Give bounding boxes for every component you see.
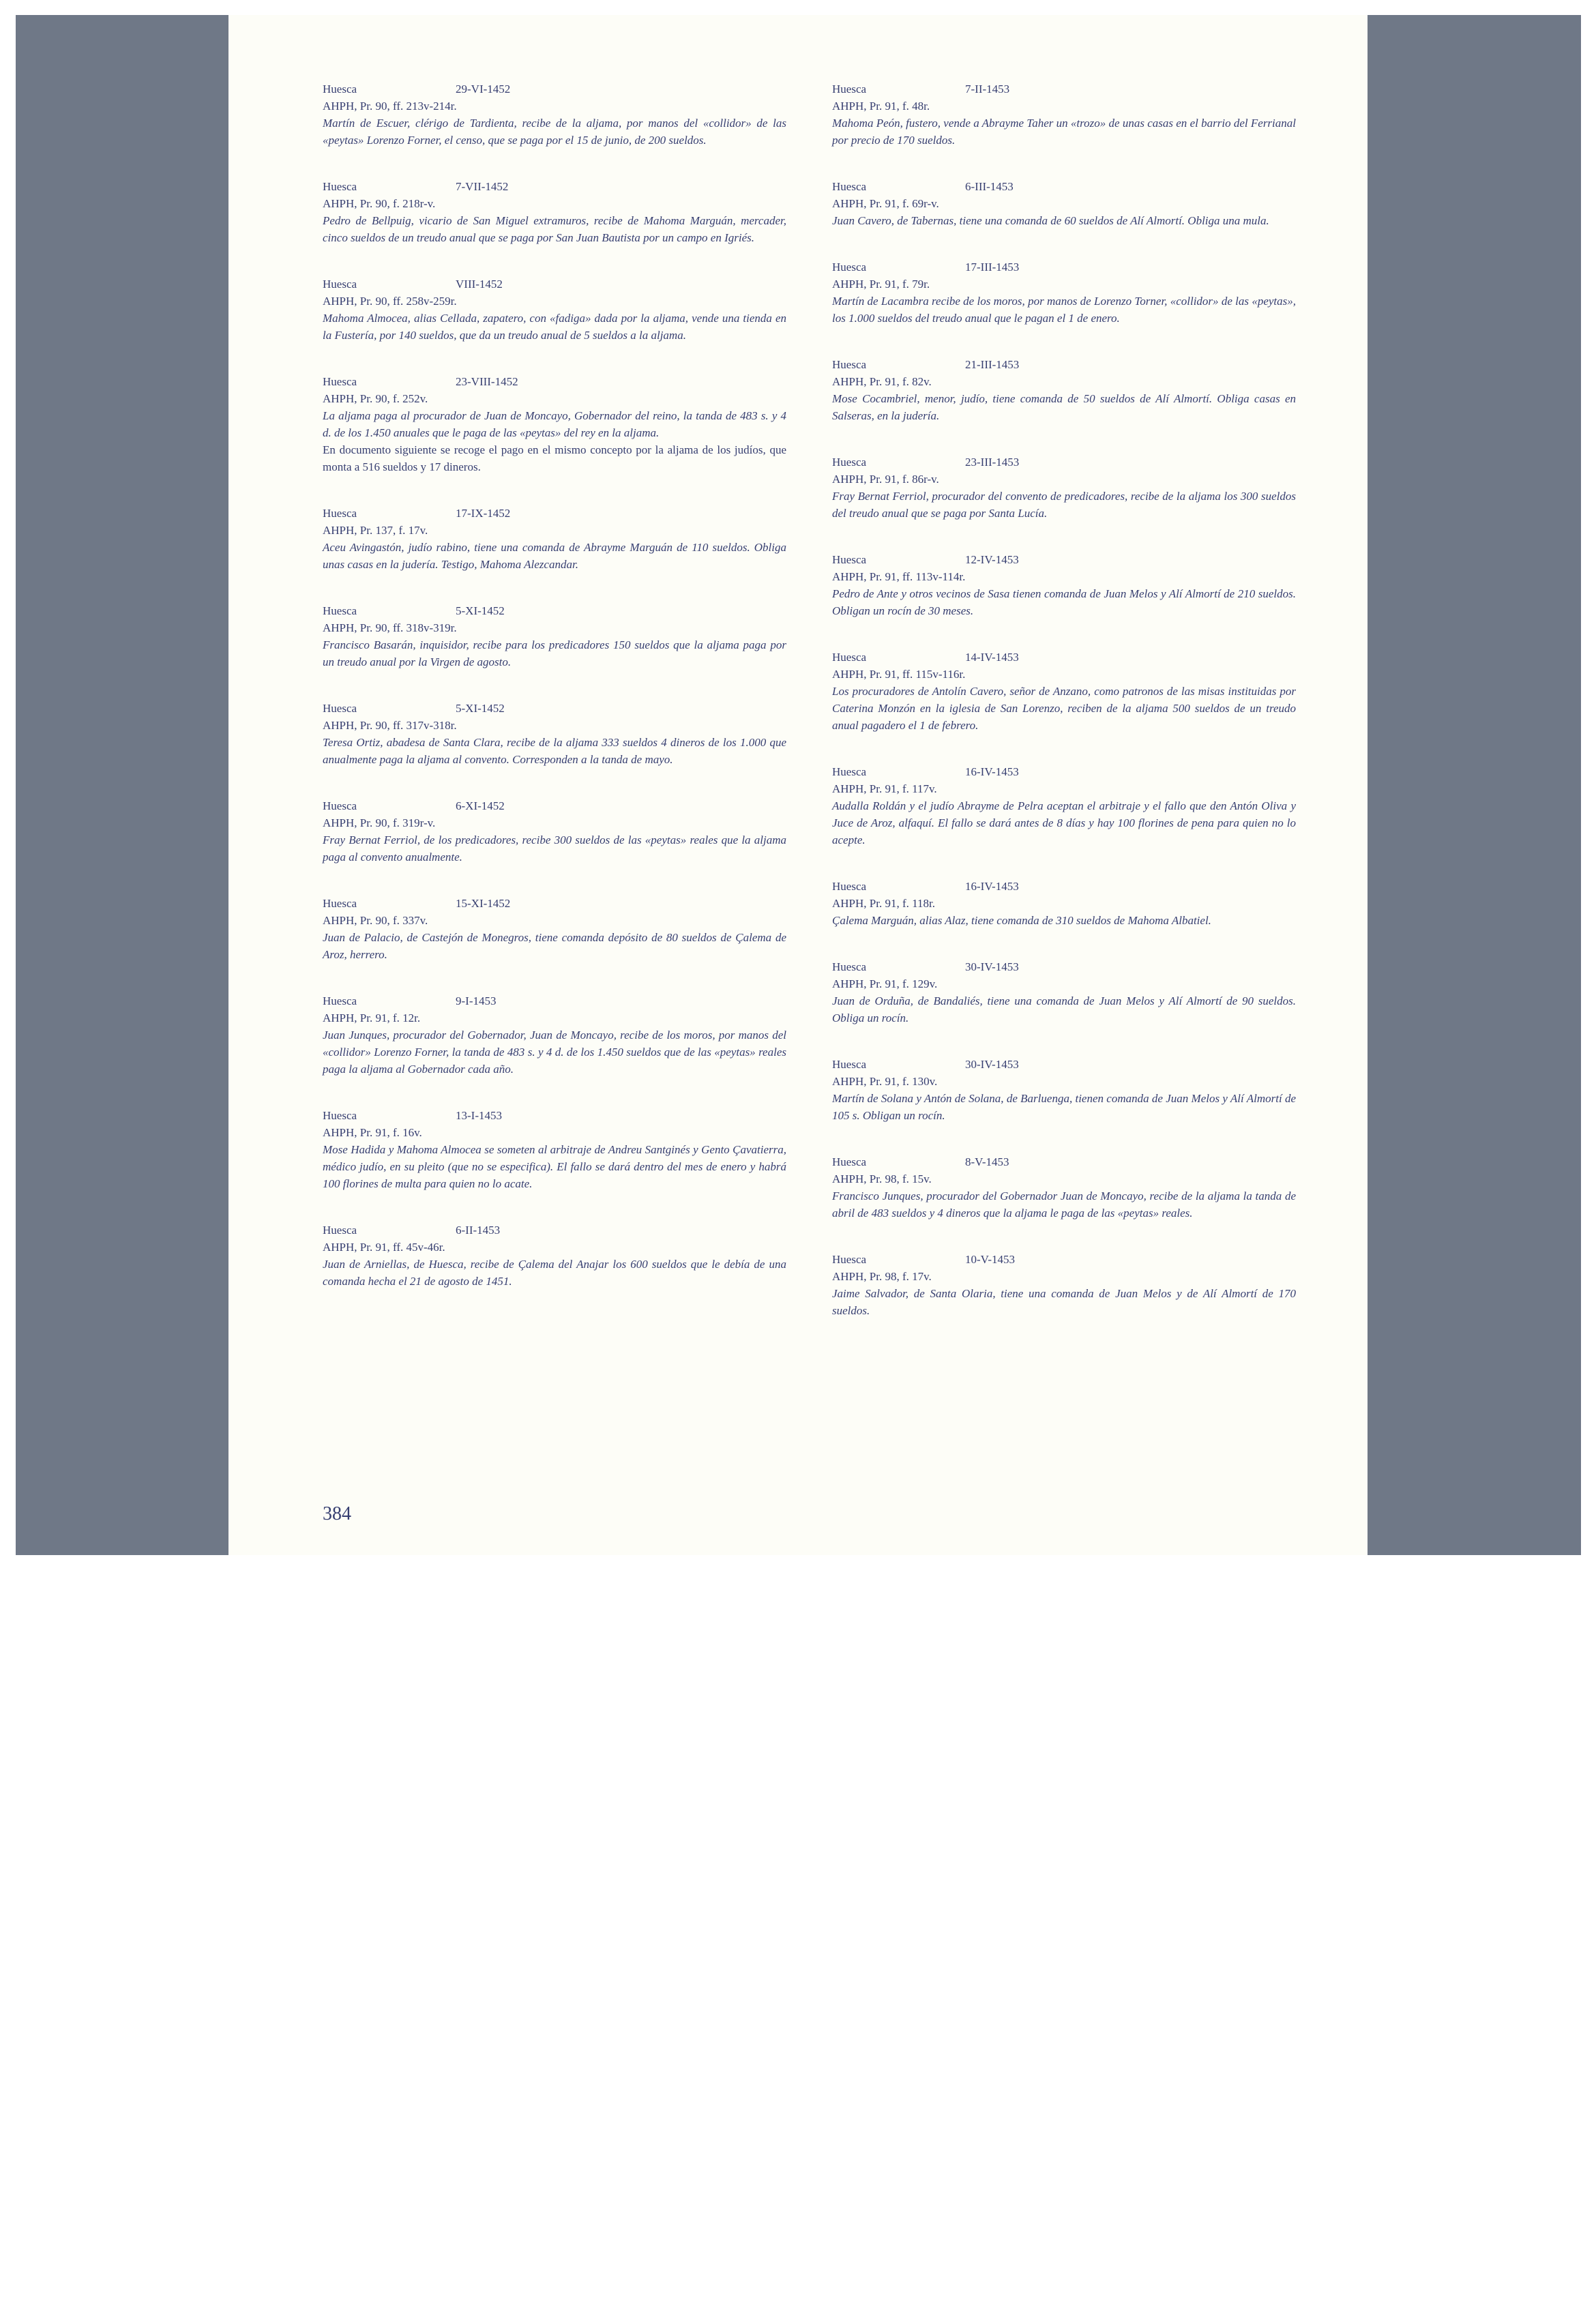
entry-date: 16-IV-1453: [965, 765, 1019, 778]
entry-reference: AHPH, Pr. 90, f. 337v.: [323, 914, 428, 927]
entry-header: [323, 276, 786, 293]
entry-text: Teresa Ortiz, abadesa de Santa Clara, recibe de la aljama 333 sueldos 4 dineros de los 1.000 que anualmente paga la aljama al convento. Corresponden a la tanda de mayo.: [323, 736, 786, 766]
entry-text: Aceu Avingastón, judío rabino, tiene una comanda de Abrayme Marguán de 110 sueldos. Obliga unas casas en la judería. Testigo, Mahoma Alezcandar.: [323, 541, 786, 571]
entry-date: 30-IV-1453: [965, 1058, 1019, 1071]
entry-place: Huesca: [832, 180, 867, 193]
entry-date: 21-III-1453: [965, 358, 1020, 371]
entry-header: [323, 797, 786, 814]
entry-place: Huesca: [832, 83, 867, 95]
entry-header: [832, 356, 1296, 373]
entry-place: Huesca: [323, 1224, 357, 1237]
document-entry: [832, 259, 1296, 327]
entry-reference: AHPH, Pr. 91, ff. 113v-114r.: [832, 570, 966, 583]
entry-text: Mose Hadida y Mahoma Almocea se someten al arbitraje de Andreu Santginés y Gento Çavatierra, médico judío, en su pleito (que no se especifica). El fallo se dará dentro del mes de enero y habrá 100 florines de multa para quien no lo acate.: [323, 1143, 786, 1190]
entry-header: [832, 763, 1296, 780]
entry-header: [832, 454, 1296, 471]
entry-header: [832, 178, 1296, 195]
entry-text: Juan de Arniellas, de Huesca, recibe de Çalema del Anajar los 600 sueldos que le debía de una comanda hecha el 21 de agosto de 1451.: [323, 1258, 786, 1288]
entry-place: Huesca: [323, 702, 357, 715]
entry-place: Huesca: [832, 651, 867, 664]
entry-header: [832, 1153, 1296, 1170]
entry-date: 23-VIII-1452: [456, 375, 518, 388]
entry-header: [323, 80, 786, 98]
document-entry: [832, 878, 1296, 929]
left-column: [323, 80, 786, 1319]
entry-reference: AHPH, Pr. 98, f. 15v.: [832, 1172, 932, 1185]
entry-text: Pedro de Bellpuig, vicario de San Miguel extramuros, recibe de Mahoma Marguán, mercader, cinco sueldos de un treudo anual que se paga por San Juan Bautista por un campo en Igriés.: [323, 214, 786, 244]
entry-note: En documento siguiente se recoge el pago en el mismo concepto por la aljama de los judíos, que monta a 516 sueldos y 17 dineros.: [323, 443, 786, 473]
entry-date: 12-IV-1453: [965, 553, 1019, 566]
entry-header: [323, 1107, 786, 1124]
document-entry: [323, 992, 786, 1078]
entry-text: Los procuradores de Antolín Cavero, señor de Anzano, como patronos de las misas instituidas por Caterina Monzón en la iglesia de San Lorenzo, reciben de la aljama 500 sueldos de un treudo anual pagadero el 1 de febrero.: [832, 685, 1296, 732]
entry-date: 5-XI-1452: [456, 604, 505, 617]
entry-place: Huesca: [323, 799, 357, 812]
entry-reference: AHPH, Pr. 91, f. 86r-v.: [832, 473, 939, 486]
entry-date: 10-V-1453: [965, 1253, 1016, 1266]
document-entry: [323, 602, 786, 670]
document-entry: [832, 1251, 1296, 1319]
document-entry: [832, 1056, 1296, 1124]
entry-reference: AHPH, Pr. 91, f. 82v.: [832, 375, 932, 388]
entry-place: Huesca: [832, 880, 867, 893]
document-entry: [832, 178, 1296, 229]
entry-text: Francisco Junques, procurador del Gobernador Juan de Moncayo, recibe de la aljama la tanda de abril de 483 sueldos y 4 dineros que la aljama le paga de las «peytas» reales.: [832, 1190, 1296, 1220]
document-page: [228, 15, 1368, 1555]
entry-date: VIII-1452: [456, 278, 503, 291]
document-entry: [323, 700, 786, 768]
entry-header: [323, 373, 786, 390]
entry-text: Fray Bernat Ferriol, de los predicadores, recibe 300 sueldos de las «peytas» reales que la aljama paga al convento anualmente.: [323, 833, 786, 863]
entry-place: Huesca: [323, 375, 357, 388]
entry-reference: AHPH, Pr. 91, f. 129v.: [832, 977, 938, 990]
entry-place: Huesca: [832, 1253, 867, 1266]
document-entry: [323, 1222, 786, 1290]
entry-reference: AHPH, Pr. 91, f. 12r.: [323, 1011, 421, 1024]
entry-reference: AHPH, Pr. 90, f. 319r-v.: [323, 816, 436, 829]
entry-place: Huesca: [323, 897, 357, 910]
entry-date: 7-VII-1452: [456, 180, 509, 193]
entry-text: Martín de Solana y Antón de Solana, de Barluenga, tienen comanda de Juan Melos y Alí Almortí de 105 s. Obligan un rocín.: [832, 1092, 1296, 1122]
entry-reference: AHPH, Pr. 91, f. 117v.: [832, 782, 937, 795]
document-entry: [323, 1107, 786, 1192]
entry-date: 13-I-1453: [456, 1109, 502, 1122]
entry-text: Juan de Palacio, de Castejón de Monegros, tiene comanda depósito de 80 sueldos de Çalema de Aroz, herrero.: [323, 931, 786, 961]
entry-header: [832, 259, 1296, 276]
entry-header: [832, 551, 1296, 568]
entry-place: Huesca: [323, 507, 357, 520]
entry-date: 17-IX-1452: [456, 507, 511, 520]
entry-place: Huesca: [323, 180, 357, 193]
entry-text: La aljama paga al procurador de Juan de Moncayo, Gobernador del reino, la tanda de 483 s. y 4 d. de los 1.450 anuales que le paga de las «peytas» del rey en la aljama.: [323, 409, 786, 439]
entry-reference: AHPH, Pr. 98, f. 17v.: [832, 1270, 932, 1283]
entry-text: Fray Bernat Ferriol, procurador del convento de predicadores, recibe de la aljama los 300 sueldos del treudo anual que se paga por Santa Lucía.: [832, 490, 1296, 520]
entry-header: [832, 878, 1296, 895]
entry-text: Martín de Escuer, clérigo de Tardienta, recibe de la aljama, por manos del «collidor» de las «peytas» Lorenzo Forner, el censo, que se paga por el 15 de junio, de 200 sueldos.: [323, 117, 786, 147]
entry-date: 29-VI-1452: [456, 83, 511, 95]
entry-reference: AHPH, Pr. 90, ff. 317v-318r.: [323, 719, 457, 732]
entry-header: [832, 1251, 1296, 1268]
document-entry: [832, 551, 1296, 619]
entry-reference: AHPH, Pr. 91, f. 48r.: [832, 100, 930, 113]
entry-place: Huesca: [832, 1058, 867, 1071]
document-entry: [832, 356, 1296, 424]
entry-date: 15-XI-1452: [456, 897, 511, 910]
entry-place: Huesca: [323, 83, 357, 95]
entry-header: [832, 649, 1296, 666]
document-entry: [323, 797, 786, 866]
entry-reference: AHPH, Pr. 91, f. 16v.: [323, 1126, 422, 1139]
document-entry: [832, 454, 1296, 522]
entry-header: [323, 505, 786, 522]
entry-place: Huesca: [832, 1155, 867, 1168]
entry-date: 30-IV-1453: [965, 960, 1019, 973]
document-entry: [832, 763, 1296, 848]
entry-header: [832, 958, 1296, 975]
document-entry: [323, 373, 786, 475]
entry-date: 5-XI-1452: [456, 702, 505, 715]
document-entry: [832, 958, 1296, 1026]
entry-date: 17-III-1453: [965, 261, 1020, 274]
entry-date: 23-III-1453: [965, 456, 1020, 469]
entry-reference: AHPH, Pr. 90, f. 218r-v.: [323, 197, 436, 210]
entry-place: Huesca: [323, 604, 357, 617]
entry-place: Huesca: [832, 358, 867, 371]
entry-text: Mahoma Peón, fustero, vende a Abrayme Taher un «trozo» de unas casas en el barrio del Ferrianal por precio de 170 sueldos.: [832, 117, 1296, 147]
entry-text: Audalla Roldán y el judío Abrayme de Pelra aceptan el arbitraje y el fallo que den Antón Oliva y Juce de Aroz, alfaquí. El fallo se dará antes de 8 días y hay 100 florines de pena para quien no lo acepte.: [832, 799, 1296, 846]
entry-date: 14-IV-1453: [965, 651, 1019, 664]
entry-date: 8-V-1453: [965, 1155, 1009, 1168]
entry-date: 6-XI-1452: [456, 799, 505, 812]
entry-place: Huesca: [323, 278, 357, 291]
entry-reference: AHPH, Pr. 90, f. 252v.: [323, 392, 428, 405]
entry-header: [832, 80, 1296, 98]
entry-reference: AHPH, Pr. 90, ff. 318v-319r.: [323, 621, 457, 634]
entry-date: 6-III-1453: [965, 180, 1014, 193]
entry-reference: AHPH, Pr. 90, ff. 213v-214r.: [323, 100, 457, 113]
entry-reference: AHPH, Pr. 91, ff. 45v-46r.: [323, 1241, 445, 1254]
entry-reference: AHPH, Pr. 91, f. 79r.: [832, 278, 930, 291]
entry-date: 7-II-1453: [965, 83, 1010, 95]
document-entry: [323, 505, 786, 573]
page-number: 384: [323, 1503, 351, 1524]
entry-reference: AHPH, Pr. 91, f. 130v.: [832, 1075, 938, 1088]
entry-place: Huesca: [832, 261, 867, 274]
entry-place: Huesca: [832, 456, 867, 469]
entry-place: Huesca: [832, 553, 867, 566]
entry-text: Juan de Orduña, de Bandaliés, tiene una comanda de Juan Melos y Alí Almortí de 90 sueldos. Obliga un rocín.: [832, 994, 1296, 1024]
entry-date: 16-IV-1453: [965, 880, 1019, 893]
entry-text: Pedro de Ante y otros vecinos de Sasa tienen comanda de Juan Melos y Alí Almortí de 210 sueldos. Obligan un rocín de 30 meses.: [832, 587, 1296, 617]
entry-text: Mose Cocambriel, menor, judío, tiene comanda de 50 sueldos de Alí Almortí. Obliga casas en Salseras, en la judería.: [832, 392, 1296, 422]
document-entry: [832, 649, 1296, 734]
entry-text: Mahoma Almocea, alias Cellada, zapatero, con «fadiga» dada por la aljama, vende una tienda en la Fustería, por 140 sueldos, que da un treudo anual de 5 sueldos a la aljama.: [323, 312, 786, 342]
entry-header: [323, 178, 786, 195]
entry-text: Jaime Salvador, de Santa Olaria, tiene una comanda de Juan Melos y de Alí Almortí de 170 sueldos.: [832, 1287, 1296, 1317]
document-entry: [323, 80, 786, 149]
entry-reference: AHPH, Pr. 137, f. 17v.: [323, 524, 428, 537]
entry-reference: AHPH, Pr. 91, f. 69r-v.: [832, 197, 939, 210]
entry-header: [323, 700, 786, 717]
entry-reference: AHPH, Pr. 91, ff. 115v-116r.: [832, 668, 966, 681]
entry-text: Çalema Marguán, alias Alaz, tiene comanda de 310 sueldos de Mahoma Albatiel.: [832, 914, 1211, 927]
entry-place: Huesca: [832, 765, 867, 778]
entry-text: Juan Junques, procurador del Gobernador, Juan de Moncayo, recibe de los moros, por manos del «collidor» Lorenzo Forner, la tanda de 483 s. y 4 d. de los 1.450 sueldos que de las «peytas» reales paga la aljama al Gobernador cada año.: [323, 1029, 786, 1076]
document-entry: [832, 1153, 1296, 1222]
entry-text: Juan Cavero, de Tabernas, tiene una comanda de 60 sueldos de Alí Almortí. Obliga una mula.: [832, 214, 1269, 227]
entry-date: 9-I-1453: [456, 994, 497, 1007]
entry-reference: AHPH, Pr. 91, f. 118r.: [832, 897, 935, 910]
entry-place: Huesca: [323, 1109, 357, 1122]
entry-text: Francisco Basarán, inquisidor, recibe para los predicadores 150 sueldos que la aljama paga por un treudo anual por la Virgen de agosto.: [323, 638, 786, 668]
document-entry: [323, 178, 786, 246]
entry-date: 6-II-1453: [456, 1224, 501, 1237]
entry-text: Martín de Lacambra recibe de los moros, por manos de Lorenzo Torner, «collidor» de las «peytas», los 1.000 sueldos del treudo anual que le pagan el 1 de enero.: [832, 295, 1296, 325]
entry-header: [323, 1222, 786, 1239]
entry-header: [323, 602, 786, 619]
document-entry: [323, 895, 786, 963]
entry-header: [323, 992, 786, 1009]
entry-header: [323, 895, 786, 912]
entry-place: Huesca: [832, 960, 867, 973]
entry-place: Huesca: [323, 994, 357, 1007]
document-entry: [323, 276, 786, 344]
entry-reference: AHPH, Pr. 90, ff. 258v-259r.: [323, 295, 457, 308]
entry-header: [832, 1056, 1296, 1073]
document-entry: [832, 80, 1296, 149]
right-column: [832, 80, 1296, 1348]
